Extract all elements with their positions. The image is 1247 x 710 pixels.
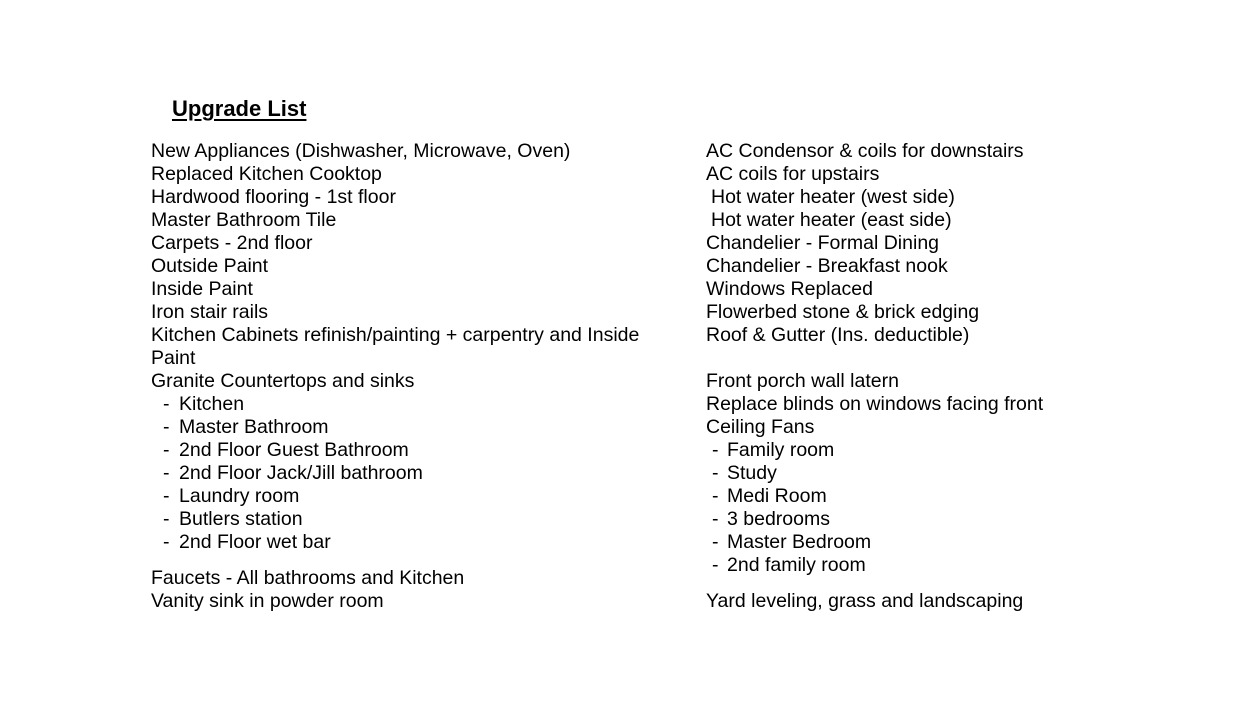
dash-bullet: - [712,485,719,507]
list-item: AC coils for upstairs [706,163,880,185]
spacer [151,554,671,567]
list-item: Carpets - 2nd floor [151,232,313,254]
list-item: Outside Paint [151,255,269,277]
dash-bullet: - [712,554,719,576]
subitem-label: 2nd family room [727,554,866,576]
list-item: Iron stair rails [151,301,269,323]
fans-subitem [706,508,1146,531]
dash-bullet: - [712,439,719,461]
list-item: Yard leveling, grass and landscaping [706,590,1024,612]
subitem-label: Master Bedroom [727,531,872,553]
dash-bullet: - [712,462,719,484]
granite-subitem [151,462,671,485]
fans-heading: Ceiling Fans [706,416,815,438]
list-item: Hot water heater (west side) [711,186,955,208]
fans-subitem [706,554,1146,577]
list-item: AC Condensor & coils for downstairs [706,140,1024,162]
list-item: Front porch wall latern [706,370,899,392]
list-item: Inside Paint [151,278,253,300]
list-item: Faucets - All bathrooms and Kitchen [151,567,465,589]
dash-bullet: - [163,485,170,507]
subitem-label: Laundry room [179,485,300,507]
list-item: Chandelier - Breakfast nook [706,255,948,277]
granite-subitem [151,485,671,508]
list-item: Master Bathroom Tile [151,209,337,231]
spacer [706,577,1146,590]
list-item: Chandelier - Formal Dining [706,232,940,254]
list-item: Flowerbed stone & brick edging [706,301,980,323]
subitem-label: Family room [727,439,835,461]
list-item: Replaced Kitchen Cooktop [151,163,382,185]
subitem-label: Butlers station [179,508,303,530]
dash-bullet: - [163,393,170,415]
spacer [706,347,1146,370]
list-item: New Appliances (Dishwasher, Microwave, Oven) [151,140,571,162]
granite-subitem [151,416,671,439]
subitem-label: Medi Room [727,485,827,507]
dash-bullet: - [163,416,170,438]
subitem-label: 2nd Floor Jack/Jill bathroom [179,462,423,484]
list-item-wrapped: Kitchen Cabinets refinish/painting + carpentry and Inside Paint [151,324,640,369]
list-item: Replace blinds on windows facing front [706,393,1044,415]
right-column [706,140,1146,613]
subitem-label: 2nd Floor Guest Bathroom [179,439,409,461]
list-item: Roof & Gutter (Ins. deductible) [706,324,970,346]
subitem-label: 2nd Floor wet bar [179,531,331,553]
granite-subitem [151,508,671,531]
list-item: Hardwood flooring - 1st floor [151,186,396,208]
fans-subitem [706,485,1146,508]
granite-subitem [151,531,671,554]
dash-bullet: - [163,508,170,530]
dash-bullet: - [163,531,170,553]
dash-bullet: - [712,531,719,553]
list-item: Hot water heater (east side) [711,209,952,231]
left-column [151,140,671,613]
list-item: Vanity sink in powder room [151,590,384,612]
fans-subitem [706,531,1146,554]
subitem-label: Master Bathroom [179,416,329,438]
fans-subitem [706,462,1146,485]
granite-subitem [151,393,671,416]
dash-bullet: - [712,508,719,530]
granite-subitem [151,439,671,462]
subitem-label: 3 bedrooms [727,508,830,530]
subitem-label: Study [727,462,777,484]
subitem-label: Kitchen [179,393,245,415]
dash-bullet: - [163,439,170,461]
granite-heading: Granite Countertops and sinks [151,370,415,392]
dash-bullet: - [163,462,170,484]
fans-subitem [706,439,1146,462]
page-title: Upgrade List [172,96,307,121]
list-item: Windows Replaced [706,278,873,300]
